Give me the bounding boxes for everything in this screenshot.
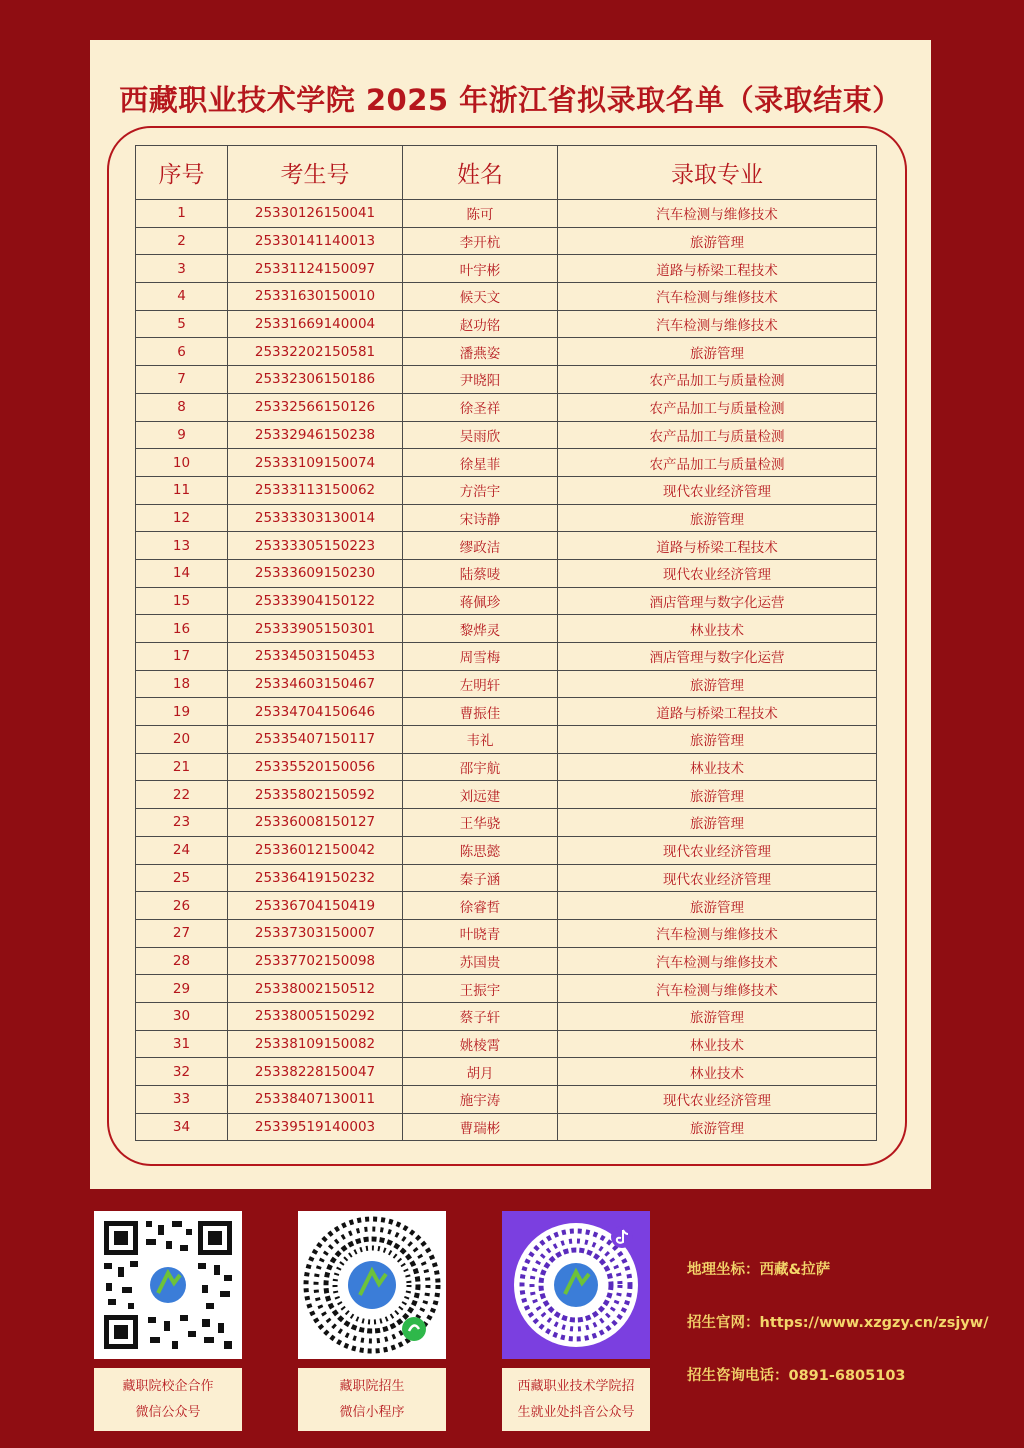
cell-major: 林业技术 [558, 1030, 877, 1058]
cell-name: 王华骁 [403, 809, 558, 837]
cell-exam-number: 25336012150042 [228, 836, 403, 864]
cell-exam-number: 25331630150010 [228, 283, 403, 311]
cell-major: 旅游管理 [558, 670, 877, 698]
cell-index: 22 [136, 781, 228, 809]
cell-index: 34 [136, 1113, 228, 1141]
cell-name: 徐圣祥 [403, 393, 558, 421]
cell-name: 缪政洁 [403, 532, 558, 560]
table-row [136, 421, 877, 449]
cell-index: 8 [136, 393, 228, 421]
qr-label-mini-program: 藏职院招生 微信小程序 [298, 1368, 446, 1431]
table-row [136, 200, 877, 228]
cell-name: 方浩宇 [403, 476, 558, 504]
table-row [136, 670, 877, 698]
cell-index: 16 [136, 615, 228, 643]
cell-exam-number: 25334603150467 [228, 670, 403, 698]
cell-name: 徐星菲 [403, 449, 558, 477]
table-row [136, 615, 877, 643]
cell-exam-number: 25333109150074 [228, 449, 403, 477]
cell-major: 汽车检测与维修技术 [558, 200, 877, 228]
table-row [136, 643, 877, 671]
cell-exam-number: 25336704150419 [228, 892, 403, 920]
cell-major: 林业技术 [558, 753, 877, 781]
wechat-mini-program-qr-icon [298, 1211, 446, 1359]
cell-major: 现代农业经济管理 [558, 836, 877, 864]
cell-index: 18 [136, 670, 228, 698]
table-row [136, 975, 877, 1003]
cell-major: 旅游管理 [558, 504, 877, 532]
cell-exam-number: 25333305150223 [228, 532, 403, 560]
cell-index: 19 [136, 698, 228, 726]
table-row [136, 809, 877, 837]
contact-website[interactable]: 招生官网：https://www.xzgzy.cn/zsjyw/ [687, 1315, 989, 1331]
cell-name: 陈思懿 [403, 836, 558, 864]
cell-name: 宋诗静 [403, 504, 558, 532]
cell-exam-number: 25335407150117 [228, 726, 403, 754]
cell-index: 3 [136, 255, 228, 283]
cell-major: 汽车检测与维修技术 [558, 947, 877, 975]
cell-major: 林业技术 [558, 1058, 877, 1086]
table-row [136, 283, 877, 311]
cell-index: 13 [136, 532, 228, 560]
table-row [136, 947, 877, 975]
cell-exam-number: 25330141140013 [228, 227, 403, 255]
cell-index: 31 [136, 1030, 228, 1058]
cell-name: 陈可 [403, 200, 558, 228]
cell-name: 尹晓阳 [403, 366, 558, 394]
cell-major: 旅游管理 [558, 1002, 877, 1030]
cell-name: 陆蔡唛 [403, 559, 558, 587]
cell-exam-number: 25338005150292 [228, 1002, 403, 1030]
cell-major: 汽车检测与维修技术 [558, 310, 877, 338]
contact-location: 地理坐标：西藏&拉萨 [687, 1262, 831, 1278]
cell-name: 吴雨欣 [403, 421, 558, 449]
cell-name: 邵宇航 [403, 753, 558, 781]
cell-index: 23 [136, 809, 228, 837]
cell-index: 27 [136, 919, 228, 947]
admission-list-panel [90, 40, 931, 1189]
cell-index: 24 [136, 836, 228, 864]
cell-exam-number: 25335520150056 [228, 753, 403, 781]
table-row [136, 476, 877, 504]
cell-name: 曹振佳 [403, 698, 558, 726]
table-row [136, 753, 877, 781]
table-row [136, 781, 877, 809]
table-row [136, 1030, 877, 1058]
cell-exam-number: 25337702150098 [228, 947, 403, 975]
table-row [136, 1086, 877, 1114]
cell-major: 道路与桥梁工程技术 [558, 532, 877, 560]
cell-index: 6 [136, 338, 228, 366]
cell-index: 5 [136, 310, 228, 338]
cell-index: 21 [136, 753, 228, 781]
cell-name: 蔡子轩 [403, 1002, 558, 1030]
table-row [136, 504, 877, 532]
contact-phone: 招生咨询电话：0891-6805103 [687, 1368, 906, 1384]
cell-major: 农产品加工与质量检测 [558, 393, 877, 421]
table-row [136, 1058, 877, 1086]
cell-index: 32 [136, 1058, 228, 1086]
cell-major: 现代农业经济管理 [558, 864, 877, 892]
cell-major: 农产品加工与质量检测 [558, 421, 877, 449]
table-row [136, 559, 877, 587]
cell-index: 9 [136, 421, 228, 449]
cell-name: 施宇涛 [403, 1086, 558, 1114]
cell-major: 现代农业经济管理 [558, 559, 877, 587]
cell-index: 30 [136, 1002, 228, 1030]
cell-exam-number: 25338109150082 [228, 1030, 403, 1058]
cell-index: 12 [136, 504, 228, 532]
douyin-account-qr-icon [502, 1211, 650, 1359]
cell-exam-number: 25334704150646 [228, 698, 403, 726]
cell-exam-number: 25332946150238 [228, 421, 403, 449]
cell-exam-number: 25336419150232 [228, 864, 403, 892]
table-row [136, 836, 877, 864]
cell-exam-number: 25331669140004 [228, 310, 403, 338]
cell-index: 28 [136, 947, 228, 975]
cell-index: 29 [136, 975, 228, 1003]
cell-major: 旅游管理 [558, 338, 877, 366]
cell-exam-number: 25332306150186 [228, 366, 403, 394]
cell-name: 叶宇彬 [403, 255, 558, 283]
cell-index: 15 [136, 587, 228, 615]
cell-major: 旅游管理 [558, 809, 877, 837]
cell-major: 旅游管理 [558, 1113, 877, 1141]
cell-name: 徐睿哲 [403, 892, 558, 920]
cell-major: 汽车检测与维修技术 [558, 919, 877, 947]
wechat-official-account-qr-icon [94, 1211, 242, 1359]
table-row [136, 698, 877, 726]
table-row [136, 449, 877, 477]
qr-label-douyin: 西藏职业技术学院招 生就业处抖音公众号 [502, 1368, 650, 1431]
cell-index: 20 [136, 726, 228, 754]
table-row [136, 532, 877, 560]
qr-label-wechat-official: 藏职院校企合作 微信公众号 [94, 1368, 242, 1431]
cell-name: 黎烨灵 [403, 615, 558, 643]
cell-index: 2 [136, 227, 228, 255]
header-name: 姓名 [403, 146, 558, 200]
cell-index: 33 [136, 1086, 228, 1114]
cell-index: 1 [136, 200, 228, 228]
cell-name: 左明轩 [403, 670, 558, 698]
cell-index: 25 [136, 864, 228, 892]
cell-exam-number: 25337303150007 [228, 919, 403, 947]
cell-major: 农产品加工与质量检测 [558, 366, 877, 394]
cell-index: 11 [136, 476, 228, 504]
table-row [136, 255, 877, 283]
cell-index: 4 [136, 283, 228, 311]
cell-exam-number: 25338407130011 [228, 1086, 403, 1114]
cell-name: 苏国贵 [403, 947, 558, 975]
cell-major: 农产品加工与质量检测 [558, 449, 877, 477]
table-row [136, 1113, 877, 1141]
cell-major: 酒店管理与数字化运营 [558, 643, 877, 671]
cell-exam-number: 25339519140003 [228, 1113, 403, 1141]
cell-name: 秦子涵 [403, 864, 558, 892]
cell-major: 现代农业经济管理 [558, 1086, 877, 1114]
cell-major: 酒店管理与数字化运营 [558, 587, 877, 615]
cell-name: 胡月 [403, 1058, 558, 1086]
table-body [136, 200, 877, 1141]
header-index: 序号 [136, 146, 228, 200]
table-row [136, 227, 877, 255]
cell-exam-number: 25338002150512 [228, 975, 403, 1003]
page-title: 西藏职业技术学院 2025 年浙江省拟录取名单（录取结束） [119, 83, 902, 117]
table-row [136, 393, 877, 421]
cell-name: 叶晓青 [403, 919, 558, 947]
table-row [136, 310, 877, 338]
header-major: 录取专业 [558, 146, 877, 200]
table-row [136, 338, 877, 366]
cell-name: 刘远建 [403, 781, 558, 809]
cell-major: 林业技术 [558, 615, 877, 643]
cell-name: 蒋佩珍 [403, 587, 558, 615]
cell-exam-number: 25335802150592 [228, 781, 403, 809]
cell-major: 旅游管理 [558, 781, 877, 809]
cell-major: 汽车检测与维修技术 [558, 283, 877, 311]
cell-exam-number: 25333905150301 [228, 615, 403, 643]
admission-table [135, 145, 877, 1141]
cell-exam-number: 25333904150122 [228, 587, 403, 615]
cell-index: 7 [136, 366, 228, 394]
cell-name: 曹瑞彬 [403, 1113, 558, 1141]
cell-major: 旅游管理 [558, 892, 877, 920]
cell-major: 旅游管理 [558, 227, 877, 255]
cell-major: 现代农业经济管理 [558, 476, 877, 504]
cell-exam-number: 25333303130014 [228, 504, 403, 532]
cell-exam-number: 25338228150047 [228, 1058, 403, 1086]
table-row [136, 892, 877, 920]
cell-exam-number: 25333609150230 [228, 559, 403, 587]
cell-exam-number: 25331124150097 [228, 255, 403, 283]
cell-index: 26 [136, 892, 228, 920]
table-row [136, 587, 877, 615]
cell-name: 赵功铭 [403, 310, 558, 338]
cell-name: 周雪梅 [403, 643, 558, 671]
cell-exam-number: 25332202150581 [228, 338, 403, 366]
cell-name: 潘燕姿 [403, 338, 558, 366]
table-header-row [136, 146, 877, 200]
cell-name: 韦礼 [403, 726, 558, 754]
cell-exam-number: 25334503150453 [228, 643, 403, 671]
cell-name: 候天文 [403, 283, 558, 311]
cell-name: 王振宇 [403, 975, 558, 1003]
table-row [136, 919, 877, 947]
cell-exam-number: 25333113150062 [228, 476, 403, 504]
cell-name: 李开杭 [403, 227, 558, 255]
cell-major: 汽车检测与维修技术 [558, 975, 877, 1003]
cell-name: 姚棱霄 [403, 1030, 558, 1058]
cell-major: 道路与桥梁工程技术 [558, 698, 877, 726]
cell-index: 10 [136, 449, 228, 477]
table-row [136, 1002, 877, 1030]
cell-major: 旅游管理 [558, 726, 877, 754]
cell-exam-number: 25332566150126 [228, 393, 403, 421]
table-row [136, 864, 877, 892]
cell-index: 17 [136, 643, 228, 671]
table-row [136, 726, 877, 754]
cell-exam-number: 25330126150041 [228, 200, 403, 228]
cell-index: 14 [136, 559, 228, 587]
header-exam-number: 考生号 [228, 146, 403, 200]
cell-exam-number: 25336008150127 [228, 809, 403, 837]
table-row [136, 366, 877, 394]
cell-major: 道路与桥梁工程技术 [558, 255, 877, 283]
